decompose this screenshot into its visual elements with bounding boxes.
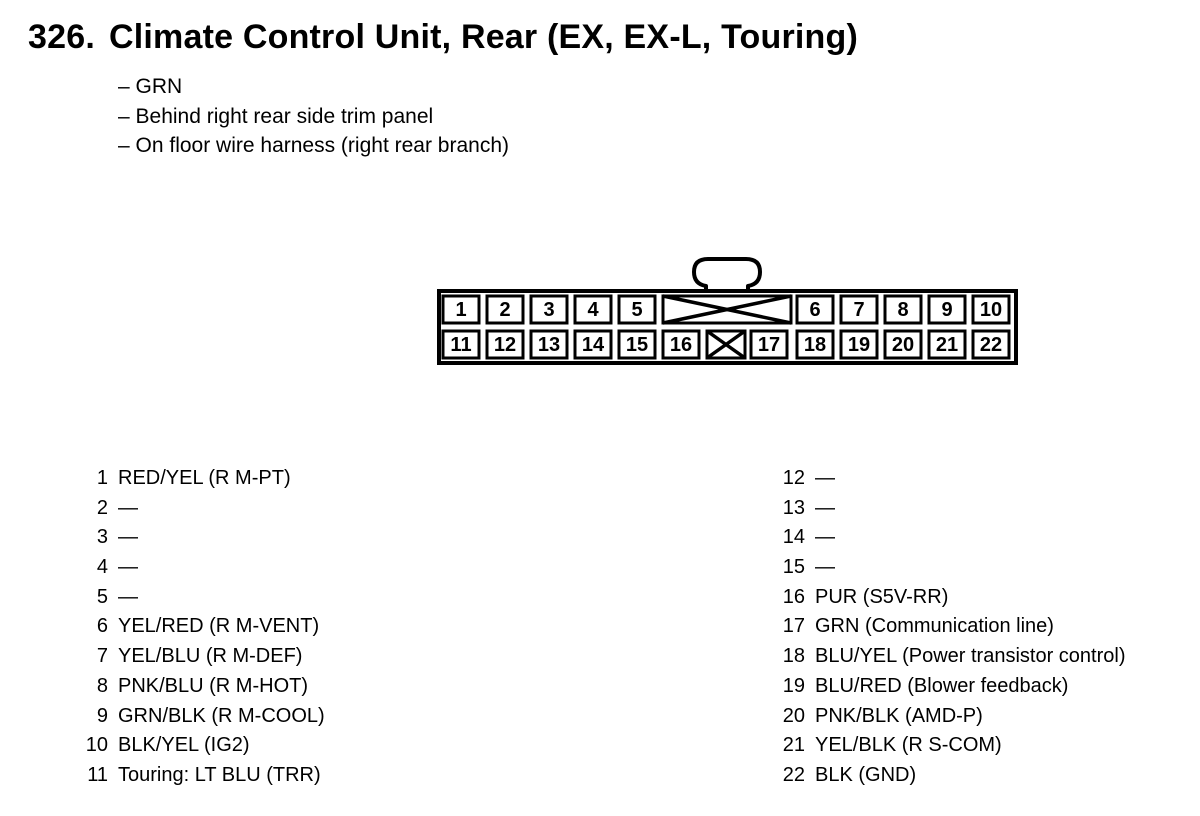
pin-number: 9 (96, 704, 108, 727)
pin-description: — (815, 526, 835, 549)
pin-description: GRN (Communication line) (815, 615, 1054, 638)
cavity-number: 7 (853, 299, 865, 321)
cavity-number: 17 (757, 334, 781, 356)
pin-description: — (118, 585, 138, 608)
cavity-number: 16 (669, 334, 693, 356)
pin-number: 10 (85, 734, 108, 757)
pin-description: — (118, 556, 138, 579)
pin-number: 1 (96, 467, 108, 489)
cavity-number: 6 (809, 299, 821, 321)
pin-description: PUR (S5V-RR) (815, 585, 949, 608)
section-title: Climate Control Unit, Rear (EX, EX-L, Touring) (108, 18, 859, 56)
cavity-number: 15 (625, 334, 649, 356)
pin-number: 14 (782, 526, 805, 549)
pin-number: 7 (96, 645, 108, 668)
pin-description: — (815, 467, 835, 489)
cavity-number: 4 (587, 299, 599, 321)
cavity-number: 13 (537, 334, 561, 356)
cavity-number: 3 (543, 299, 555, 321)
cavity-number: 12 (493, 334, 517, 356)
connector-lock-tab (694, 259, 760, 291)
pin-number: 4 (96, 556, 108, 579)
note-location: – Behind right rear side trim panel (118, 104, 434, 128)
cavity-number: 21 (935, 334, 959, 356)
pin-number: 18 (782, 645, 805, 668)
note-color: – GRN (118, 75, 183, 98)
pin-number: 16 (782, 585, 805, 608)
cavity-number: 10 (979, 299, 1003, 321)
cavity-number: 1 (455, 299, 467, 321)
pin-number: 13 (782, 496, 805, 519)
pin-number: 22 (782, 763, 805, 786)
pin-description: GRN/BLK (R M-COOL) (118, 704, 325, 727)
cavity-number: 5 (631, 299, 643, 321)
cavity-number: 20 (891, 334, 915, 356)
cavity-number: 9 (941, 299, 953, 321)
pin-number: 11 (87, 763, 108, 786)
pin-description: Touring: LT BLU (TRR) (118, 763, 321, 786)
pin-description: YEL/RED (R M-VENT) (118, 615, 320, 638)
pin-description: YEL/BLU (R M-DEF) (118, 645, 303, 668)
cavity-number: 11 (450, 334, 472, 356)
cavity-number: 14 (581, 334, 605, 356)
pin-number: 21 (782, 734, 805, 757)
section-number: 326. (28, 18, 95, 56)
cavity-number: 2 (499, 299, 511, 321)
pin-description: BLK (GND) (815, 763, 917, 786)
pin-description: — (815, 496, 835, 519)
pin-number: 19 (782, 674, 805, 697)
pin-description: — (815, 556, 835, 579)
pin-number: 12 (782, 467, 805, 489)
pin-number: 5 (96, 585, 108, 608)
cavity-number: 18 (803, 334, 827, 356)
pin-number: 15 (782, 556, 805, 579)
pin-description: BLU/YEL (Power transistor control) (815, 645, 1126, 668)
cavity-number: 8 (897, 299, 909, 321)
pin-description: YEL/BLK (R S-COM) (815, 734, 1002, 757)
note-harness: – On floor wire harness (right rear branch) (118, 134, 509, 157)
pin-number: 20 (782, 704, 805, 727)
pin-number: 8 (96, 674, 108, 697)
pin-description: — (118, 496, 138, 519)
pin-number: 17 (782, 615, 805, 638)
pin-description: BLK/YEL (IG2) (118, 734, 250, 757)
cavity-number: 19 (847, 334, 871, 356)
pin-description: RED/YEL (R M-PT) (118, 467, 291, 489)
pin-number: 6 (96, 615, 108, 638)
pin-description: PNK/BLK (AMD-P) (815, 704, 983, 727)
pin-number: 3 (96, 526, 108, 549)
pin-number: 2 (96, 496, 108, 519)
pin-description: — (118, 526, 138, 549)
pin-description: PNK/BLU (R M-HOT) (118, 674, 308, 697)
cavity-number: 22 (979, 334, 1003, 356)
pin-description: BLU/RED (Blower feedback) (815, 674, 1069, 697)
